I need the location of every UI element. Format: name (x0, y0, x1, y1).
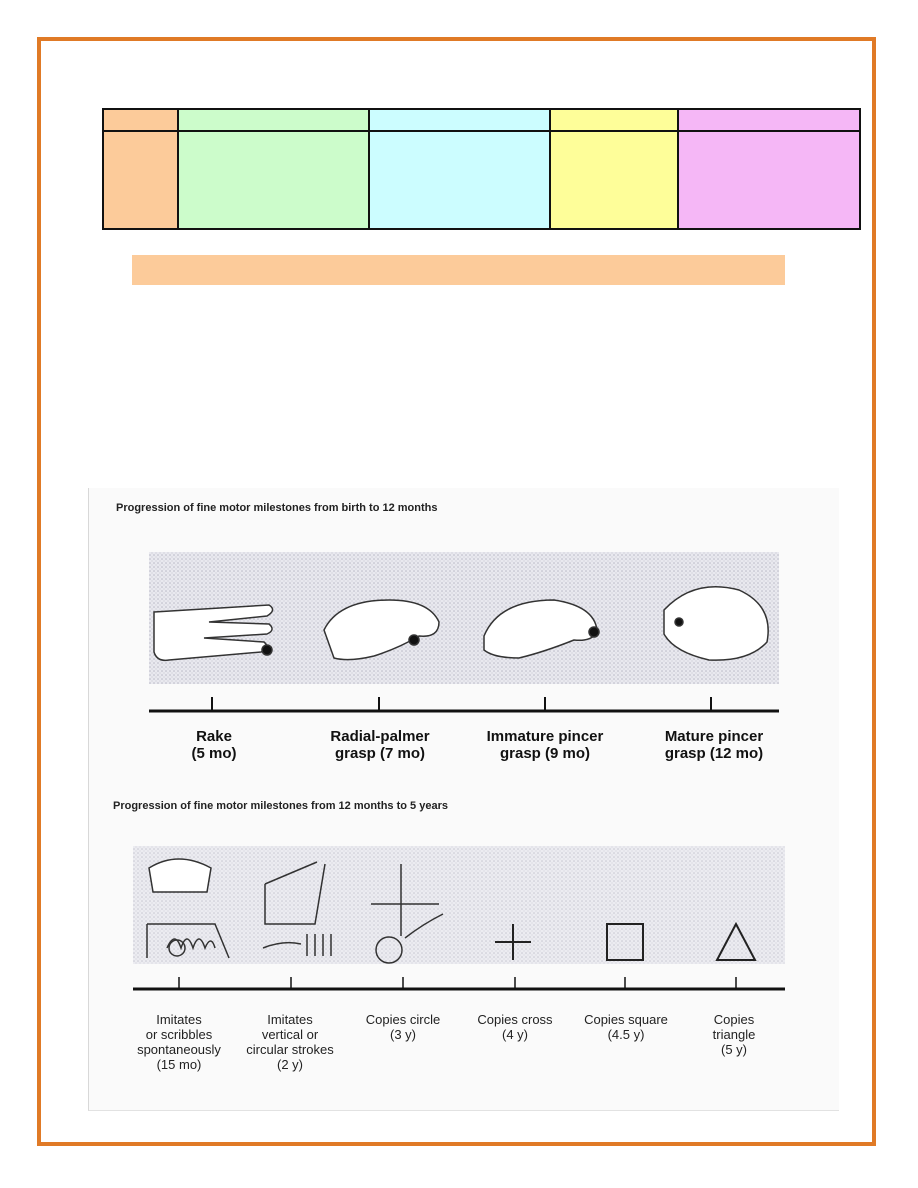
table-header-cell-2 (178, 109, 369, 131)
table-cell-5 (678, 131, 860, 229)
milestone-mature-pincer: Mature pincer grasp (12 mo) (664, 728, 764, 763)
table-cell-3 (369, 131, 550, 229)
table-cell-4 (550, 131, 678, 229)
table-cell-2 (178, 131, 369, 229)
milestone-immature-pincer: Immature pincer grasp (9 mo) (486, 728, 604, 763)
drawing-strip (133, 844, 785, 1004)
milestone-circle: Copies circle (3 y) (365, 1012, 441, 1042)
color-legend-table (102, 108, 861, 230)
milestone-strokes: Imitates vertical or circular strokes (2 y) (246, 1012, 334, 1072)
table-header-cell-1 (103, 109, 178, 131)
table-header-cell-4 (550, 109, 678, 131)
section2-title: Progression of fine motor milestones from 12 months to 5 years (113, 800, 448, 812)
table-header-cell-3 (369, 109, 550, 131)
section1-title: Progression of fine motor milestones from birth to 12 months (116, 502, 438, 514)
table-header-cell-5 (678, 109, 860, 131)
milestone-scribbles: Imitates or scribbles spontaneously (15 mo) (137, 1012, 221, 1072)
milestone-radial-palmer: Radial-palmer grasp (7 mo) (330, 728, 430, 763)
milestone-cross: Copies cross (4 y) (477, 1012, 553, 1042)
rake-grasp-hand-icon (154, 605, 273, 660)
milestone-square: Copies square (4.5 y) (584, 1012, 668, 1042)
drawing-background (133, 846, 785, 964)
milestone-rake: Rake (5 mo) (191, 728, 237, 763)
section-banner (132, 255, 785, 285)
mature-pincer-grasp-hand-icon (664, 587, 768, 660)
milestone-triangle: Copies triangle (5 y) (712, 1012, 756, 1057)
fine-motor-figure (88, 488, 839, 1111)
table-cell-1 (103, 131, 178, 229)
